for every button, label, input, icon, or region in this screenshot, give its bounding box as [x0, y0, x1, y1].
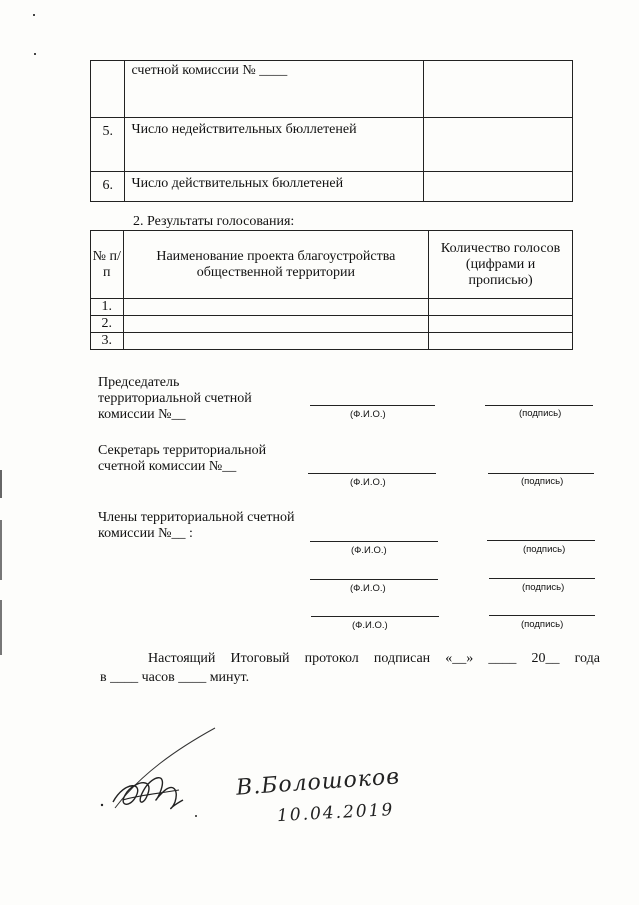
- chairman-label: Председатель территориальной счетной комиссии №__: [98, 375, 252, 422]
- member1-fio-line: [310, 541, 438, 542]
- member3-fio-line: [311, 616, 439, 617]
- row-project: [123, 316, 429, 333]
- row-number: [91, 61, 125, 118]
- handwritten-name: В.Болошоков: [235, 764, 401, 801]
- row-number: 3.: [91, 333, 124, 350]
- closing-line-2: в ____ часов ____ минут.: [100, 670, 250, 685]
- secretary-fio-line: [308, 473, 436, 474]
- row-votes: [429, 333, 573, 350]
- member1-signature-caption: (подпись): [523, 544, 566, 555]
- scan-mark: [33, 14, 35, 16]
- member1-signature-line: [487, 540, 595, 541]
- handwritten-date: 10.04.2019: [276, 799, 395, 827]
- member2-signature-line: [489, 578, 595, 579]
- row-project: [123, 333, 429, 350]
- handwritten-signature: [95, 720, 225, 820]
- member2-signature-caption: (подпись): [522, 582, 565, 593]
- table-ballot-counts: [90, 60, 573, 202]
- chairman-fio-caption: (Ф.И.О.): [350, 409, 386, 420]
- header-project-name: Наименование проекта благоустройства общественной территории: [123, 231, 429, 299]
- row-project: [123, 299, 429, 316]
- section-title: 2. Результаты голосования:: [133, 214, 295, 229]
- chairman-fio-line: [310, 405, 435, 406]
- member1-fio-caption: (Ф.И.О.): [351, 545, 387, 556]
- member3-fio-caption: (Ф.И.О.): [352, 620, 388, 631]
- header-number: № п/п: [91, 231, 124, 299]
- table-row: [91, 333, 573, 350]
- table-row: [91, 61, 573, 118]
- closing-line-1: Настоящий Итоговый протокол подписан «__» ____ 20__ года: [148, 651, 600, 666]
- secretary-fio-caption: (Ф.И.О.): [350, 477, 386, 488]
- row-value: [424, 172, 573, 202]
- row-number: 6.: [91, 172, 125, 202]
- row-number: 2.: [91, 316, 124, 333]
- table-row: [91, 299, 573, 316]
- row-votes: [429, 299, 573, 316]
- row-number: 5.: [91, 118, 125, 172]
- scan-edge-mark: [0, 520, 2, 580]
- secretary-signature-line: [488, 473, 594, 474]
- table-row: [91, 172, 573, 202]
- members-label: Члены территориальной счетной комиссии №__ :: [98, 510, 295, 541]
- row-value: [424, 118, 573, 172]
- member3-signature-caption: (подпись): [521, 619, 564, 630]
- member2-fio-caption: (Ф.И.О.): [350, 583, 386, 594]
- row-number: 1.: [91, 299, 124, 316]
- table-voting-results: [90, 230, 573, 350]
- member2-fio-line: [310, 579, 438, 580]
- secretary-signature-caption: (подпись): [521, 476, 564, 487]
- row-votes: [429, 316, 573, 333]
- row-value: [424, 61, 573, 118]
- row-label: Число действительных бюллетеней: [125, 172, 424, 202]
- scan-edge-mark: [0, 470, 2, 498]
- secretary-label: Секретарь территориальной счетной комиссии №__: [98, 443, 267, 474]
- member3-signature-line: [489, 615, 595, 616]
- scan-edge-mark: [0, 600, 2, 655]
- table-row: [91, 316, 573, 333]
- chairman-signature-caption: (подпись): [519, 408, 562, 419]
- table-header-row: [91, 231, 573, 299]
- row-label: счетной комиссии № ____: [125, 61, 424, 118]
- scan-mark: [34, 53, 36, 55]
- header-votes: Количество голосов (цифрами и прописью): [429, 231, 573, 299]
- row-label: Число недействительных бюллетеней: [125, 118, 424, 172]
- table-row: [91, 118, 573, 172]
- chairman-signature-line: [485, 405, 593, 406]
